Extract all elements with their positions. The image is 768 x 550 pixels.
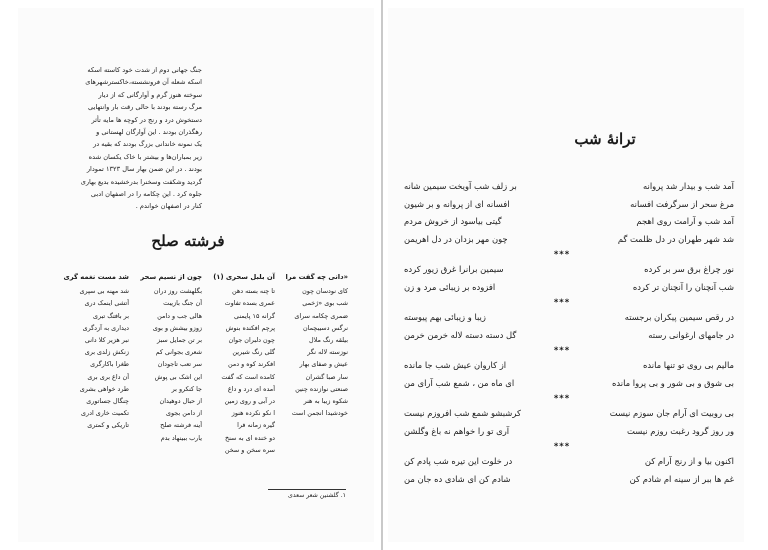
column-line: نرگس دسیبچمان: [302, 323, 348, 332]
column-line: شعری بجوانی کم: [155, 348, 202, 357]
column-line: چون دلبران جوان: [228, 336, 275, 345]
column-line: خودشیدا انجمن است: [291, 409, 348, 418]
intro-line: سوخته هنوز گرم و آوارگانی که از دیار: [98, 90, 202, 99]
hemistich: آمد شب و بیدار شد پروانه: [643, 181, 734, 191]
column-line: طرد خواهی بشری: [79, 384, 129, 393]
stanza-separator: ***: [553, 250, 571, 260]
column-line: زنکش زلدی بری: [84, 348, 129, 357]
column-line: سار صبا گشران: [305, 372, 348, 381]
column-heading: آن بلبل سحری (۱): [213, 273, 275, 281]
hemistich: بی شوق و بی شور و بی پروا مانده: [611, 377, 734, 388]
poem-title: ترانهٔ شب: [574, 130, 636, 148]
column-line: در آبی و روی زمین: [224, 397, 275, 406]
couplet: [404, 196, 734, 214]
couplet: [404, 375, 734, 393]
right-page: [388, 8, 744, 542]
hemistich: نور چراغ برق سر بر کرده: [644, 264, 734, 274]
column-line: نبر هزیر کلا دانی: [84, 336, 129, 345]
column-line: عمری بسده تفاوت: [224, 299, 275, 308]
hemistich: بر زلف شب آویخت سیمین شانه: [404, 181, 517, 191]
intro-line: مرگ رسته بودند با حالی رقت بار وانتهایی: [88, 103, 202, 112]
couplet: [404, 309, 734, 327]
hemistich: شد شهر طهران در دل ظلمت گم: [617, 233, 734, 244]
intro-line: اسکه شعله آن فرونشسته،خاکسترشهرهای: [85, 78, 202, 87]
hemistich: کرشبشو شمع شب افروزم نیست: [404, 408, 521, 418]
hemistich: چون مهر بزدان در دل اهریمن: [404, 233, 508, 244]
couplet: [404, 213, 734, 231]
column-line: بگلهشت روز دران: [153, 287, 202, 296]
couplet: [404, 327, 734, 345]
hemistich: از کاروان عیش شب جا مانده: [404, 360, 507, 370]
column-line: دو خنده ای به سنخ: [224, 433, 275, 442]
column-line: آتشی اینمک دری: [84, 299, 129, 308]
poem-column: [62, 271, 129, 501]
poem-column: [135, 271, 202, 501]
couplet: [404, 231, 734, 249]
stanza-separator: ***: [553, 298, 571, 308]
column-line: ا نکو نکرده هنوز: [231, 409, 275, 418]
column-line: بر بافتگ تبری: [92, 311, 129, 320]
book-spine: [381, 0, 383, 550]
column-line: تا چنه بسته دهن: [231, 287, 275, 296]
stanza-separator: ***: [553, 394, 571, 404]
column-line: زوزو بیشش و بوی: [152, 323, 202, 332]
column-line: افکرند کوه و دمن: [227, 360, 275, 369]
column-line: بیلقه رنگ ملال: [308, 336, 348, 345]
poem-column: [281, 271, 348, 501]
stanza: [404, 357, 734, 392]
hemistich: افزوده بر زیبائی مرد و زن: [404, 281, 496, 292]
column-line: تاریکی و کمتری: [87, 421, 129, 430]
column-line: از حبال دوهیدان: [159, 397, 202, 406]
column-line: گلی رنگ شیرین: [232, 348, 275, 357]
column-line: گرانه ۱۵ پایمنی: [234, 311, 275, 320]
stanza: [404, 261, 734, 296]
intro-line: جنگ جهانی دوم از شدت خود کاسته اسکه: [87, 66, 202, 74]
intro-line: زیر بمباران‌ها و بیشتر با خاک یکسان شده: [88, 152, 202, 161]
column-line: شب بوی «ژخمی: [302, 299, 348, 308]
couplet: [404, 178, 734, 196]
hemistich: ور روز گرود رغبت روزم نیست: [627, 425, 734, 436]
intro-line: گردید وشکفت وسخنرا بدرخشیده بدیع بهاری: [80, 177, 202, 186]
intro-line: کنار در اصفهان خواندم .: [135, 202, 202, 211]
poem-column: [208, 271, 275, 501]
footnote-rule: [268, 489, 346, 490]
hemistich: اکنون بیا و از رنج آرام کن: [644, 456, 734, 466]
poem-columns: [62, 271, 348, 501]
column-line: سره سخن و سخن: [224, 445, 275, 454]
column-line: نوزسته لاله نگر: [307, 348, 348, 357]
column-heading: «دانی چه گفت مرا: [285, 273, 348, 281]
stanza: [404, 405, 734, 440]
hemistich: شادم کن ای شادی ده جان من: [404, 473, 511, 484]
column-line: آمده ای درد و داغ: [227, 384, 275, 393]
hemistich: در خلوت این تیره شب پادم کن: [404, 456, 513, 466]
hemistich: در رقص سیمین پیکران برجسته: [624, 312, 734, 322]
stanza-separator: ***: [553, 346, 571, 356]
column-line: عیش و صفای بهار: [299, 360, 348, 369]
hemistich: آمد شب و آرامت روی اهجم: [636, 216, 734, 226]
column-line: صنعتی نوازنده چنین: [295, 384, 348, 393]
hemistich: آری تو را خواهم نه باغ وگلشن: [404, 425, 510, 436]
hemistich: شب آنچنان را آنچنان تر کرده: [632, 281, 734, 292]
column-line: از دامن بجوی: [165, 409, 202, 418]
couplet: [404, 279, 734, 297]
couplet: [404, 405, 734, 423]
column-line: کای نودسان چون: [302, 287, 348, 296]
hemistich: مرغ سحر از سرگرفت افسانه: [630, 198, 734, 209]
intro-line: بودند . در این ضمن بهار سال ۱۳۲۳ تمودار: [86, 165, 202, 174]
column-heading: چون از نسیم سحر: [140, 273, 202, 281]
column-line: پرچم افکنده بنوش: [225, 323, 275, 332]
hemistich: غم ها ببر از سینه ام شادم کن: [629, 473, 734, 484]
couplet: [404, 261, 734, 279]
intro-paragraph: [60, 64, 202, 213]
column-line: آن جنگ بازیبت: [163, 299, 202, 308]
section-title: فرشته صلح: [151, 232, 225, 250]
column-line: بر تن جمایل سبز: [156, 336, 202, 345]
column-line: تکمیت خاری ادری: [81, 409, 129, 418]
hemistich: گیتی بیاسود از خروش مردم: [404, 216, 502, 226]
column-line: جا کنکرو بر: [171, 384, 202, 393]
column-line: شد مهنه بی سپری: [79, 287, 129, 296]
column-line: یارب ببینهاد بدم: [160, 433, 202, 442]
column-line: طغرا باکارگری: [90, 360, 129, 369]
column-line: کامده است که گفت: [221, 372, 275, 381]
hemistich: گل دسته دسته لاله خرمن خرمن: [404, 329, 517, 340]
couplet: [404, 453, 734, 471]
column-line: ضمری چکامه سرای: [294, 311, 348, 320]
hemistich: زیبا و زیبائی بهم پیوسته: [404, 312, 486, 322]
column-line: این اشک بی پوش: [154, 372, 202, 381]
column-line: آن داغ بری بری: [87, 372, 129, 381]
hemistich: سیمین برانرا غرق زیور کرده: [404, 264, 504, 274]
stanza: [404, 309, 734, 344]
column-line: آینه فرشته صلح: [160, 421, 202, 430]
left-page: [18, 8, 374, 542]
column-line: گیره زمانه فرا: [237, 421, 275, 430]
stanza: [404, 453, 734, 488]
poem-body: [404, 178, 734, 490]
couplet: [404, 471, 734, 489]
column-line: سر تعب تاجودان: [157, 360, 202, 369]
hemistich: افسانه ای از پروانه و بر شیون: [404, 198, 510, 209]
footnote: ۱. گلشنین شعر سعدی: [288, 492, 346, 499]
intro-line: دستخوش درد و رنج در کوچه ها مایه تأثر: [91, 115, 202, 124]
column-heading: شد مست نغمه گری: [63, 273, 129, 281]
couplet: [404, 357, 734, 375]
column-line: دیداری به آزدگری: [82, 323, 129, 332]
column-line: هالی جب و دامن: [157, 311, 202, 320]
column-line: شکوه زیبا به هنر: [303, 397, 348, 406]
hemistich: بی روبیت ای آرام جان سوزم نیست: [609, 408, 734, 418]
intro-line: جلوه کرد . این چکامه را در اصفهان ادبی: [90, 190, 202, 199]
intro-line: رهگذران بودند . این آوارگان لهستانی و: [96, 128, 202, 137]
couplet: [404, 423, 734, 441]
stanza: [404, 178, 734, 248]
hemistich: در جامهای ارغوانی رسته: [648, 329, 734, 340]
hemistich: ای ماه من ، شمع شب آرای من: [404, 377, 515, 388]
column-line: چنگال جساتوری: [86, 397, 129, 406]
hemistich: مالیم بی روی تو تنها مانده: [642, 360, 734, 370]
intro-line: یک نمونه خاندانی بزرگ بودند که بقیه در: [93, 140, 202, 149]
stanza-separator: ***: [553, 442, 571, 452]
